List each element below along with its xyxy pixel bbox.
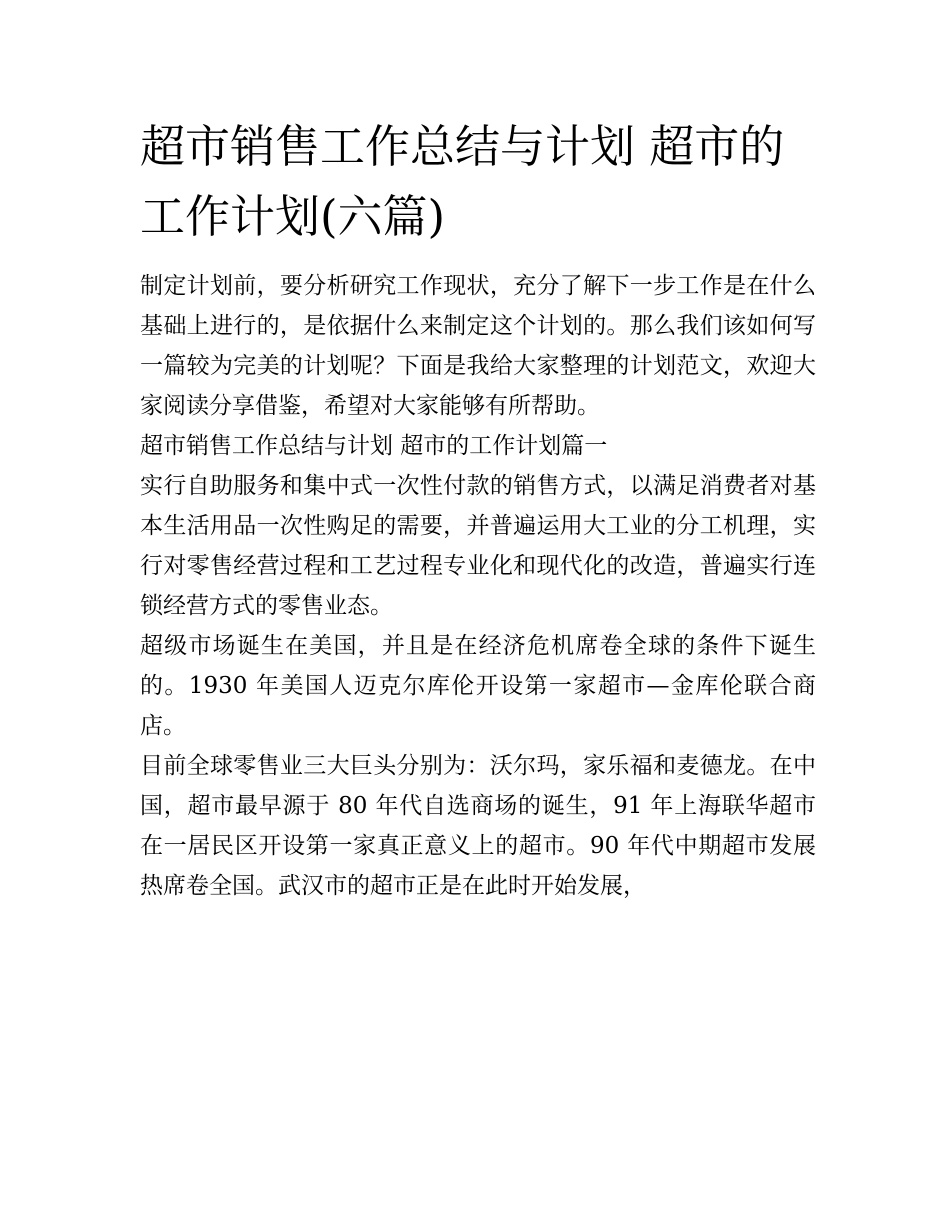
document-content — [140, 112, 816, 906]
section-heading: 超市销售工作总结与计划 超市的工作计划篇一 — [140, 433, 608, 459]
document-title: 超市销售工作总结与计划 超市的工作计划(六篇) — [140, 120, 785, 243]
document-body — [140, 266, 816, 906]
body-paragraph: 实行自助服务和集中式一次性付款的销售方式，以满足消费者对基本生活用品一次性购足的需要，并普遍运用大工业的分工机理，实行对零售经营过程和工艺过程专业化和现代化的改造，普遍实行连锁经营方式的零售业态。 — [140, 473, 816, 619]
body-paragraph: 超级市场诞生在美国，并且是在经济危机席卷全球的条件下诞生的。1930 年美国人迈克尔库伦开设第一家超市—金库伦联合商店。 — [140, 633, 816, 739]
body-paragraph: 目前全球零售业三大巨头分别为：沃尔玛，家乐福和麦德龙。在中国，超市最早源于 80 年代自选商场的诞生，91 年上海联华超市在一居民区开设第一家真正意义上的超市。90 年代中期超市发展热席卷全国。武汉市的超市正是在此时开始发展， — [140, 753, 816, 899]
intro-paragraph: 制定计划前，要分析研究工作现状，充分了解下一步工作是在什么基础上进行的，是依据什么来制定这个计划的。那么我们该如何写一篇较为完美的计划呢？下面是我给大家整理的计划范文，欢迎大家阅读分享借鉴，希望对大家能够有所帮助。 — [140, 273, 816, 419]
